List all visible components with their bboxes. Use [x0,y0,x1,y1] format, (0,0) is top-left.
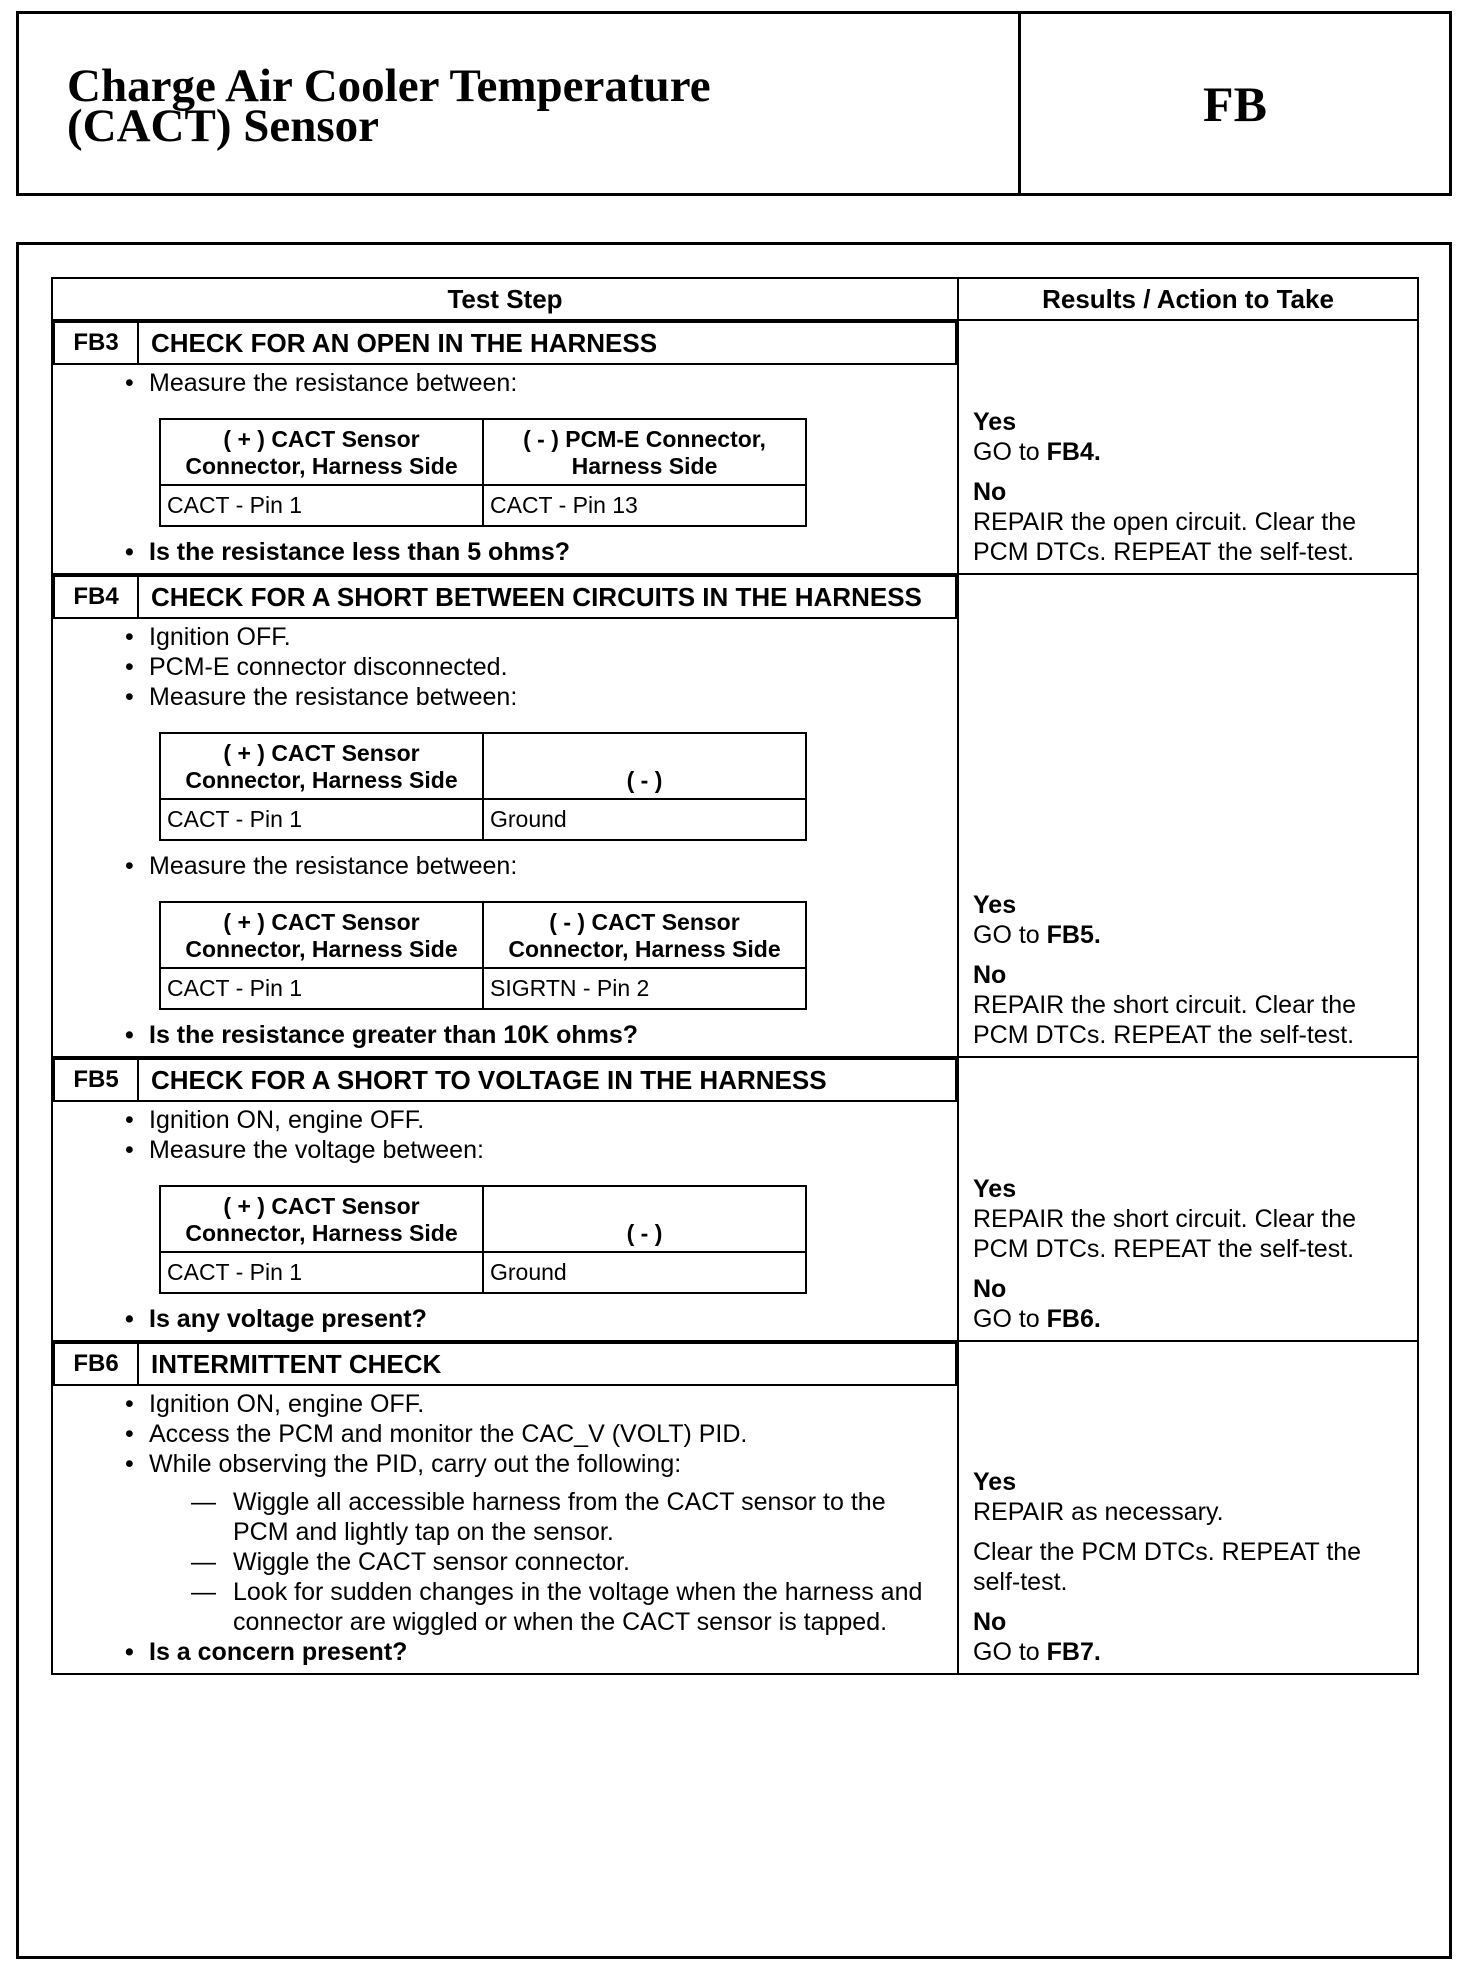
step-question: • Is the resistance less than 5 ohms? [53,537,957,567]
results-header: Results / Action to Take [958,278,1418,320]
page-header [16,11,1452,196]
step-bullet: • Ignition ON, engine OFF. [53,1389,957,1419]
no-label: No [973,478,1007,506]
pin-table-header: ( - ) [483,733,806,799]
goto-link[interactable]: FB7. [1046,1638,1101,1666]
step-bullet: • PCM-E connector disconnected. [53,652,957,682]
step-substep: — Wiggle the CACT sensor connector. [53,1547,957,1577]
pin-table-cell: CACT - Pin 1 [160,968,483,1009]
yes-label: Yes [973,891,1017,919]
step-title: CHECK FOR AN OPEN IN THE HARNESS [138,322,956,364]
page-title-line1: Charge Air Cooler Temperature [67,59,711,112]
results-cell [958,1341,1418,1674]
step-bullet: • Measure the resistance between: [53,368,957,398]
pin-table-cell: CACT - Pin 13 [483,485,806,526]
step-id: FB3 [54,322,138,364]
step-id: FB6 [54,1343,138,1385]
step-bullet: • Measure the resistance between: [53,682,957,712]
step-row-fb4 [52,574,1418,1057]
step-question: • Is a concern present? [53,1637,957,1667]
step-row-fb5 [52,1057,1418,1341]
no-action: REPAIR the open circuit. Clear the PCM DTCs. REPEAT the self-test. [973,508,1357,566]
section-code: FB [1203,75,1267,132]
results-cell [958,1057,1418,1341]
step-bullet: • Measure the voltage between: [53,1135,957,1165]
step-question: • Is the resistance greater than 10K ohms? [53,1020,957,1050]
yes-label: Yes [973,408,1017,436]
step-bullet: • While observing the PID, carry out the following: [53,1449,957,1479]
pin-table-header: ( - ) [483,1186,806,1252]
pin-table-cell: CACT - Pin 1 [160,485,483,526]
pin-table [159,1185,807,1294]
no-action: GO to FB6. [973,1305,1101,1333]
step-substep: — Look for sudden changes in the voltage when the harness and connector are wiggled or when the CACT sensor is tapped. [53,1577,957,1637]
content-frame [16,242,1452,1959]
page-title [19,14,1021,193]
yes-action: REPAIR the short circuit. Clear the PCM DTCs. REPEAT the self-test. [973,1205,1357,1263]
yes-label: Yes [973,1175,1017,1203]
pin-table [159,418,807,527]
goto-link[interactable]: FB5. [1046,921,1101,949]
no-label: No [973,1608,1007,1636]
no-action: REPAIR the short circuit. Clear the PCM DTCs. REPEAT the self-test. [973,991,1357,1049]
test-step-table [51,277,1419,1675]
yes-action: REPAIR as necessary. [973,1498,1224,1526]
step-id: FB4 [54,576,138,618]
yes-action: Clear the PCM DTCs. REPEAT the self-test. [973,1538,1362,1596]
no-label: No [973,1275,1007,1303]
step-row-fb6 [52,1341,1418,1674]
goto-link[interactable]: FB4. [1046,438,1101,466]
pin-table-header: ( + ) CACT Sensor Connector, Harness Side [160,902,483,968]
pin-table-header: ( - ) PCM-E Connector, Harness Side [483,419,806,485]
pin-table-cell: CACT - Pin 1 [160,799,483,840]
step-substep: — Wiggle all accessible harness from the CACT sensor to the PCM and lightly tap on the sensor. [53,1487,957,1547]
step-title: CHECK FOR A SHORT BETWEEN CIRCUITS IN THE HARNESS [138,576,956,618]
pin-table-header: ( - ) CACT Sensor Connector, Harness Side [483,902,806,968]
step-title: CHECK FOR A SHORT TO VOLTAGE IN THE HARNESS [138,1059,956,1101]
pin-table [159,732,807,841]
yes-action: GO to FB5. [973,921,1101,949]
step-bullet: • Ignition OFF. [53,622,957,652]
step-id: FB5 [54,1059,138,1101]
pin-table-header: ( + ) CACT Sensor Connector, Harness Side [160,1186,483,1252]
step-row-fb3 [52,320,1418,574]
step-bullet: • Access the PCM and monitor the CAC_V (VOLT) PID. [53,1419,957,1449]
pin-table-cell: Ground [483,1252,806,1293]
goto-link[interactable]: FB6. [1046,1305,1101,1333]
no-label: No [973,961,1007,989]
results-cell [958,574,1418,1057]
pin-table-header: ( + ) CACT Sensor Connector, Harness Side [160,733,483,799]
test-step-header: Test Step [52,278,958,320]
step-title: INTERMITTENT CHECK [138,1343,956,1385]
pin-table-cell: SIGRTN - Pin 2 [483,968,806,1009]
step-bullet: • Measure the resistance between: [53,851,957,881]
pin-table-header: ( + ) CACT Sensor Connector, Harness Side [160,419,483,485]
page-title-line2: (CACT) Sensor [67,99,380,152]
pin-table [159,901,807,1010]
step-question: • Is any voltage present? [53,1304,957,1334]
pin-table-cell: Ground [483,799,806,840]
step-bullet: • Ignition ON, engine OFF. [53,1105,957,1135]
yes-action: GO to FB4. [973,438,1101,466]
no-action: GO to FB7. [973,1638,1101,1666]
yes-label: Yes [973,1468,1017,1496]
pin-table-cell: CACT - Pin 1 [160,1252,483,1293]
results-cell [958,320,1418,574]
